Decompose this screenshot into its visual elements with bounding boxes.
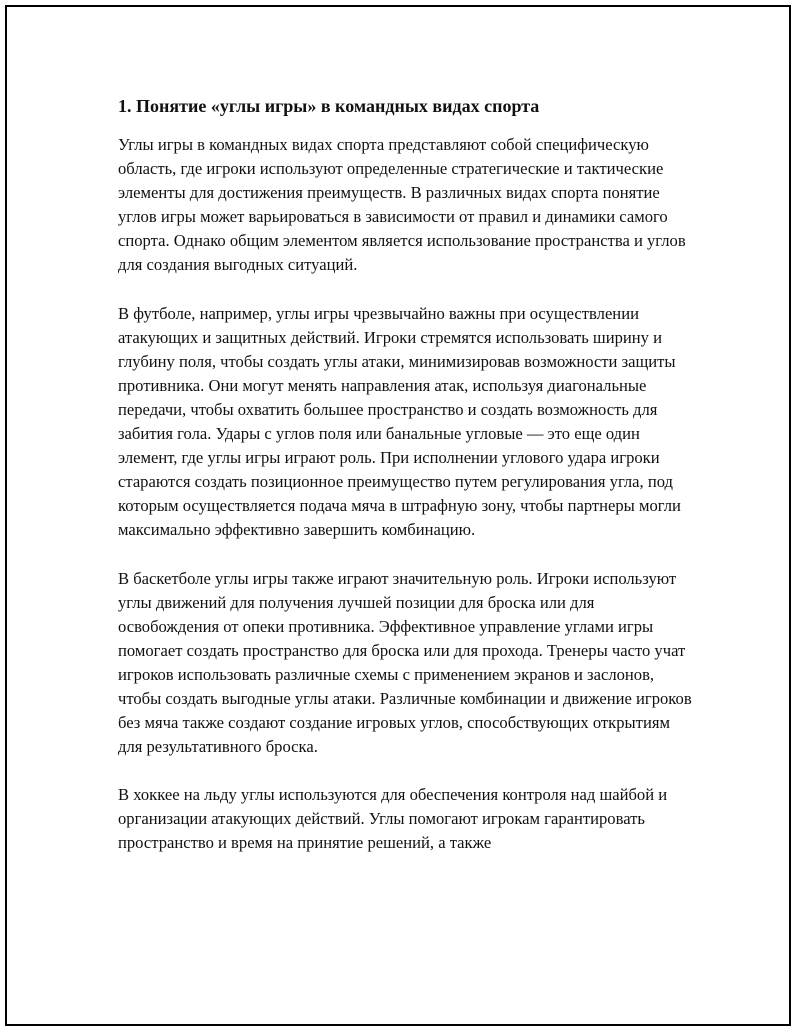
paragraph-basketball: В баскетболе углы игры также играют значительную роль. Игроки используют углы движений для получения лучшей позиции для броска или для освобождения от опеки противника. Эффективное управление углами игры помогает создать пространство для броска или для прохода. Тренеры часто учат игроков использовать различные схемы с применением экранов и заслонов, чтобы создать выгодные углы атаки. Различные комбинации и движение игроков без мяча также создают создание игровых углов, способствующих открытиям для результативного броска. bbox=[118, 568, 692, 757]
document-body bbox=[118, 94, 693, 880]
paragraph-intro: Углы игры в командных видах спорта представляют собой специфическую область, где игроки используют определенные стратегические и тактические элементы для достижения преимуществ. В различных видах спорта понятие углов игры может варьироваться в зависимости от правил и динамики самого спорта. Однако общим элементом является использование пространства и углов для создания выгодных ситуаций. bbox=[118, 135, 686, 275]
paragraph-football: В футболе, например, углы игры чрезвычайно важны при осуществлении атакующих и защитных действий. Игроки стремятся использовать ширину и глубину поля, чтобы создать углы атаки, минимизировав возможности защиты противника. Они могут менять направления атак, используя диагональные передачи, чтобы охватить большее пространство и создать возможность для забития гола. Удары с углов поля или банальные угловые — это еще один элемент, где углы игры играют роль. При исполнении углового удара игроки стараются создать позиционное преимущество путем регулирования угла, под которым осуществляется подача мяча в штрафную зону, чтобы партнеры могли максимально эффективно завершить комбинацию. bbox=[118, 303, 681, 540]
paragraph-hockey: В хоккее на льду углы используются для обеспечения контроля над шайбой и организации атакующих действий. Углы помогают игрокам гарантировать пространство и время на принятие решений, а также bbox=[118, 785, 668, 853]
section-heading: 1. Понятие «углы игры» в командных видах спорта bbox=[118, 96, 540, 116]
